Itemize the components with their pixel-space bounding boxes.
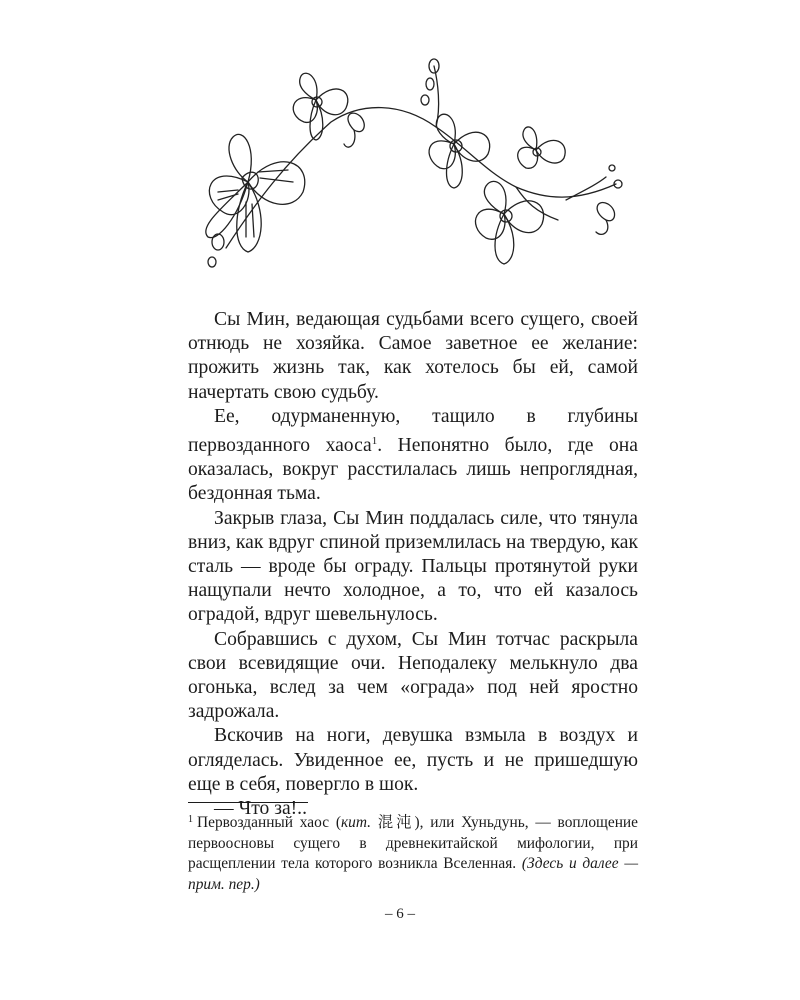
main-text: [188, 308, 638, 821]
footnote: [188, 810, 638, 895]
paragraph-6: — Что за!..: [214, 798, 307, 820]
paragraph-3: Закрыв глаза, Сы Мин поддалась силе, что тянула вниз, как вдруг спиной приземлилась на твердую, как сталь — вроде бы ограду. Пальцы протянутой руки нащупали нечто холодное, а то, что ей казалось оградой, вдруг шевельнулось.: [188, 507, 638, 626]
footnote-text-1: Первозданный хаос (: [197, 814, 341, 831]
paragraph-2-part-2: . Непонятно было, где она оказалась, вокруг расстилалась лишь непроглядная, бездонная тьма.: [188, 435, 638, 505]
footnote-abbr: кит.: [340, 814, 372, 831]
paragraph-2-part-1: Ее, одурманенную, тащило в глубины первозданного хаоса: [188, 405, 638, 457]
paragraph-5: Вскочив на ноги, девушка взмыла в воздух и огляделась. Увиденное ее, пусть и не пришедшую еще в себя, повергло в шок.: [188, 725, 638, 795]
footnote-marker: 1: [188, 814, 193, 825]
paragraph-1: Сы Мин, ведающая судьбами всего сущего, своей отнюдь не хозяйка. Самое заветное ее желание: прожить жизнь так, как хотелось бы ей, самой начертать свою судьбу.: [188, 309, 638, 403]
page-number: – 6 –: [385, 906, 415, 922]
footnote-divider: [188, 802, 308, 803]
footnote-ref: 1: [371, 435, 378, 448]
footnote-hanzi: 混沌: [371, 814, 415, 831]
footnote-text-2: ), или Хуньдунь, — воплощение первоосновы сущего в древнекитайской мифологии, при расщеплении тела которого возникла Вселенная.: [188, 814, 638, 872]
footnote-translator-note: (Здесь и далее — прим. пер.): [188, 855, 639, 893]
orchid-illustration: [186, 52, 638, 278]
paragraph-4: Собравшись с духом, Сы Мин тотчас раскрыла свои всевидящие очи. Неподалеку мелькнуло два огонька, вслед за чем «ограда» под ней яростно задрожала.: [188, 628, 638, 723]
paragraph-2: [188, 405, 638, 507]
orchid-branch-icon: [186, 52, 638, 278]
